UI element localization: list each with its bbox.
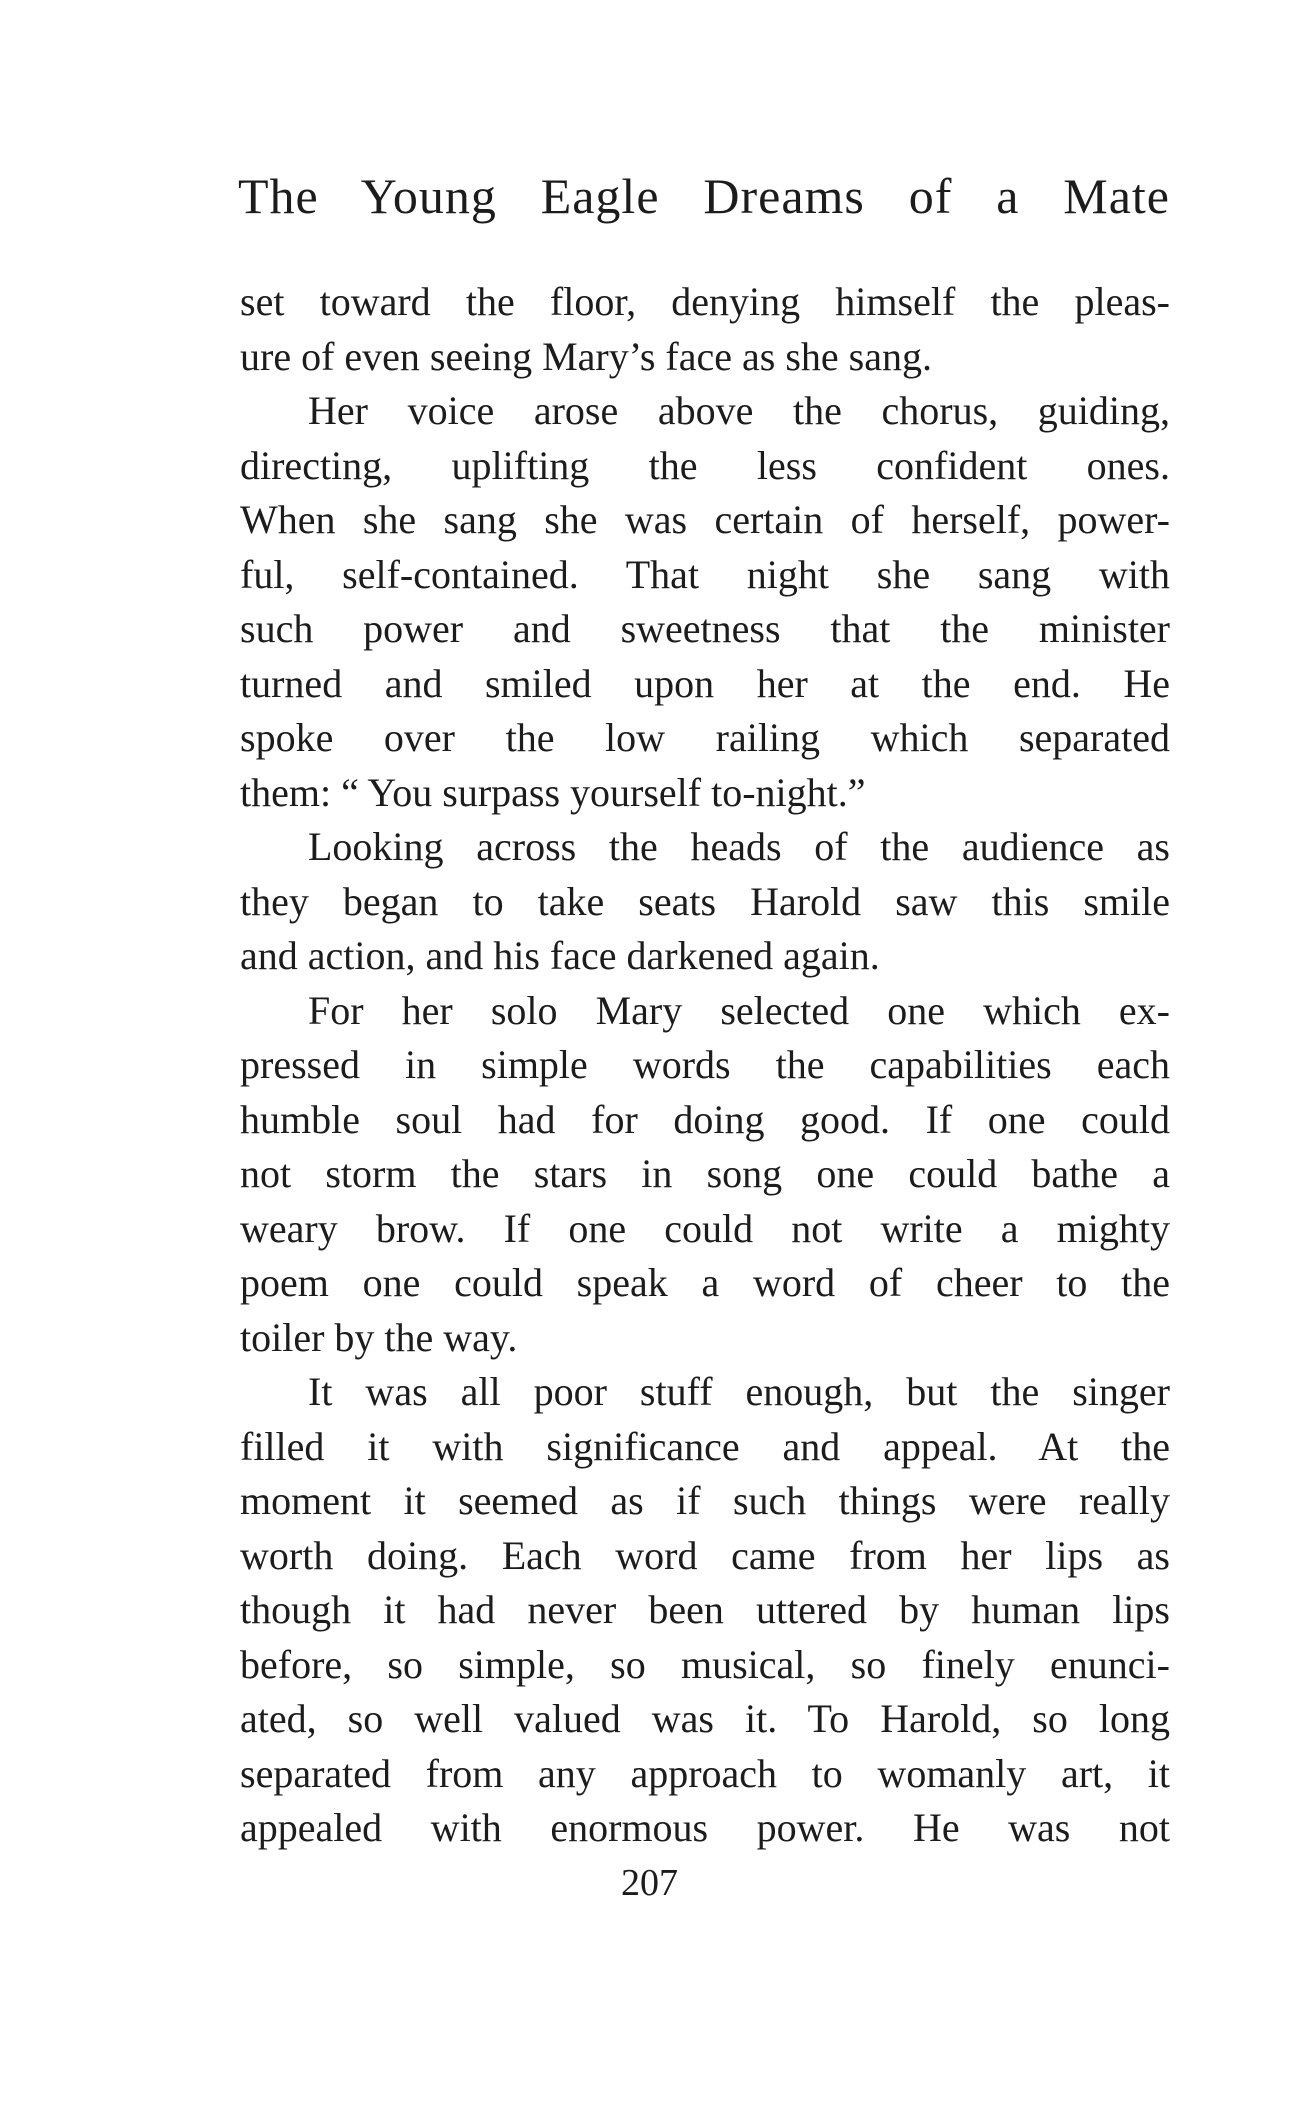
text-line: such power and sweetness that the minister [240, 606, 1170, 651]
text-line: appealed with enormous power. He was not [240, 1805, 1170, 1850]
text-line: directing, uplifting the less confident ones. [240, 442, 1170, 488]
text-line: spoke over the low railing which separated [240, 715, 1170, 760]
text-line: turned and smiled upon her at the end. He [240, 660, 1170, 706]
text-line: ure of even seeing Mary’s face as she sang. [240, 333, 932, 379]
body-text [240, 275, 1170, 1856]
text-line: pressed in simple words the capabilities each [240, 1042, 1170, 1087]
text-line: separated from any approach to womanly art, it [240, 1750, 1170, 1796]
text-line: set toward the floor, denying himself the pleas- [240, 279, 1170, 324]
text-line: ated, so well valued was it. To Harold, so long [240, 1696, 1170, 1741]
text-line: poem one could speak a word of cheer to the [240, 1260, 1170, 1305]
text-line: before, so simple, so musical, so finely enunci- [240, 1641, 1170, 1687]
text-line: not storm the stars in song one could bathe a [240, 1151, 1170, 1196]
text-line: When she sang she was certain of herself, power- [240, 497, 1170, 542]
page-number: 207 [621, 1862, 678, 1904]
text-line: and action, and his face darkened again. [240, 933, 880, 978]
text-line: filled it with significance and appeal. At the [240, 1423, 1170, 1469]
text-line: Looking across the heads of the audience as [308, 824, 1170, 869]
text-line: though it had never been uttered by human lips [240, 1587, 1170, 1632]
text-line: humble soul had for doing good. If one could [240, 1096, 1170, 1142]
text-line: toiler by the way. [240, 1314, 518, 1360]
text-line: ful, self-contained. That night she sang with [240, 551, 1170, 597]
text-line: For her solo Mary selected one which ex- [308, 987, 1170, 1033]
text-line: It was all poor stuff enough, but the singer [308, 1369, 1170, 1414]
text-line: moment it seemed as if such things were really [240, 1478, 1170, 1523]
text-line: weary brow. If one could not write a mighty [240, 1205, 1170, 1251]
text-line: Her voice arose above the chorus, guiding, [308, 388, 1170, 433]
text-line: them: “ You surpass yourself to-night.” [240, 769, 866, 815]
text-line: worth doing. Each word came from her lips as [240, 1532, 1170, 1578]
text-line: they began to take seats Harold saw this smile [240, 878, 1170, 924]
running-head: The Young Eagle Dreams of a Mate [238, 168, 1170, 224]
